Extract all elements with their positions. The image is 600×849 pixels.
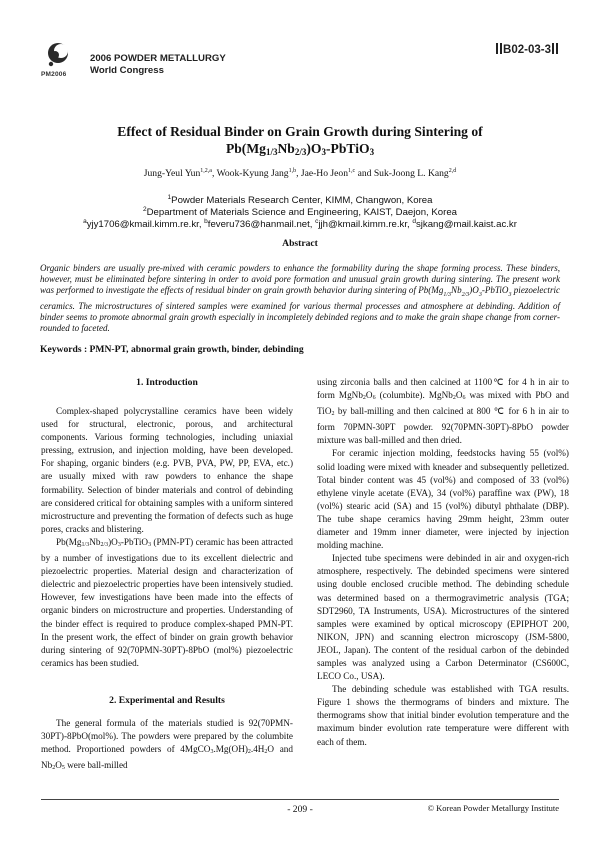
section-heading-introduction: 1. Introduction [136,377,198,388]
keywords: Keywords : PMN-PT, abnormal grain growth, binder, debinding [40,344,304,355]
author-list: Jung-Yeul Yun$^{1,2,a}$, Wook-Kyung Jang$^{1,b}$, Jae-Ho Jeon$^{1,c}$ and Suk-Joong L. Kang$^{2,d}$ [143,168,457,180]
email-link[interactable]: jjh@kmail.kimm.re.kr [318,219,408,231]
experimental-text-right: using zirconia balls and then calcined at 1100℃ for 4 h in air to form $MgNb_2O_6$ (columbite). $MgNb_2O_6$ was mixed with PbO and TiO$_2$ by ball-milling and then calcined at 800 ℃ for 6 h in air to form 70PMN-30PT powder. 92(70PMN-30PT)-8PbO powder mixture was ball-milled and then dried. For ceramic injection molding, feedstocks having 55 (vol%) solid loading were mixed with kneader and subsequently pelletized. Total binder content was 45 (vol%) and composed of 33 (vol%) ethylene vinyle acetate (EVA), 34 (vol%) paraffine wax (PW), 18 (vol%) stearic acid (SA) and 15 (vol%) dibutyl phthalate (DBP). The tube shape ceramics having 29mm height, 23mm outer diameter and 19mm inner diameter, were injected by injection molding machine. Injected tube specimens were debinded in air and oxygen-rich atmosphere, respectively. The debinded specimens were sintered using double enclosed crucible method. The debinding schedule was determined based on a thermogravimetric analysis (TGA; SDT2960, TA Instruments, USA). Microstructures of the sintered samples were examined by optical microscopy (EPIPHOT 200, NIKON, JPN) and scanning electron microscopy (JSM-5800, JEOL, Japan). The content of the residual carbon of the debinded samples was analyzed using a Carbon Determinator (CS600C, LECO Co., USA). The debinding schedule was established with TGA results. Figure 1 shows the thermograms of binders and mixture. The thermograms show that initial binder evolution temperature and the maximum binder evolution rate temperature were different with each of them. [317,377,569,747]
introduction-text: Complex-shaped polycrystalline ceramics have been widely used for structural, electronic, porous, and architectural components. Various forming technologies, including uniaxial pressing, extrusion, and injection molding, have been developed. For shaping, organic binders (e.g. PVB, PVA, PW, PP, EVA, etc.) are usually mixed with raw powders to enhance the shape formability. Selection of binder materials and control of debinding are considered critical for obtaining samples with a uniform sintered microstructure and preventing the formation of defects such as huge pores, cracks and blistering. $Pb(Mg_{1/3}Nb_{2/3})O_3-PbTiO_3$ (PMN-PT) ceramic has been attracted by a number of investigations due to its excellent dielectric and piezoelectric properties. Material design and characterization of dielectric and piezoelectric properties have been intensively studied. However, few investigations have been made into the effects of organic binders on microstructure and properties. Understanding of the binder effect is required to produce complex-shaped PMN-PT. In the present work, the effect of binder on grain growth behavior during sintering of 92(70PMN-30PT)-8PbO (mol%) piezoelectric ceramics has been studied. [41,406,293,668]
conference-name: 2006 POWDER METALLURGY World Congress [90,53,226,76]
affiliation-2: $^2$Department of Materials Science and Engineering, KAIST, Daejon, Korea [143,206,457,219]
abstract-text: Organic binders are usually pre-mixed with ceramic powders to enhance the formability during the shape forming process. These binders, however, must be eliminated before sintering in order to avoid pore formation and unusual grain growth during sintering. The present work was performed to investigate the effects of residual binder on grain growth behavior during sintering of $Pb(Mg_{1/3}Nb_{2/3})O_3-PbTiO_3$ piezoelectric ceramics. The microstructures of sintered samples were examined for various thermal processes and atmosphere at debinding. Addition of binder seems to promote abnormal grain growth especially in incompletely debinded regions and to make the grain shape change from corner-rounded to faceted. [40,263,560,334]
page-number: - 209 - [287,804,313,815]
copyright: © Korean Powder Metallurgy Institute [427,803,559,813]
section-heading-experimental: 2. Experimental and Results [109,695,225,706]
logo-text: PM2006 [41,71,67,78]
paper-title-line1: Effect of Residual Binder on Grain Growth during Sintering of [117,124,483,139]
footer-rule [41,799,559,800]
email-link[interactable]: sjkang@mail.kaist.ac.kr [415,219,517,231]
paper-code: B02-03-3 [495,43,559,56]
paper-title-line2: $Pb(Mg_{1/3}Nb_{2/3})O_3-PbTiO_3$ [225,141,375,157]
email-link[interactable]: yjy1706@kmail.kimm.re.kr [86,219,199,231]
affiliation-1: $^1$Powder Materials Research Center, KIMM, Changwon, Korea [167,194,433,207]
email-list: $^a$yjy1706@kmail.kimm.re.kr, $^b$feveru736@hanmail.net, $^c$jjh@kmail.kimm.re.kr, $^d$sjkang@mail.kaist.ac.kr [83,218,517,231]
email-link[interactable]: feveru736@hanmail.net [207,219,310,231]
abstract-heading: Abstract [282,238,318,249]
experimental-text-left: The general formula of the materials studied is 92(70PMN-30PT)-8PbO(mol%). The powders were prepared by the columbite method. Proportioned powders of $4MgCO_3.Mg(OH)_2.4H_2O$ and $Nb_2O_5$ were ball-milled [41,718,293,772]
